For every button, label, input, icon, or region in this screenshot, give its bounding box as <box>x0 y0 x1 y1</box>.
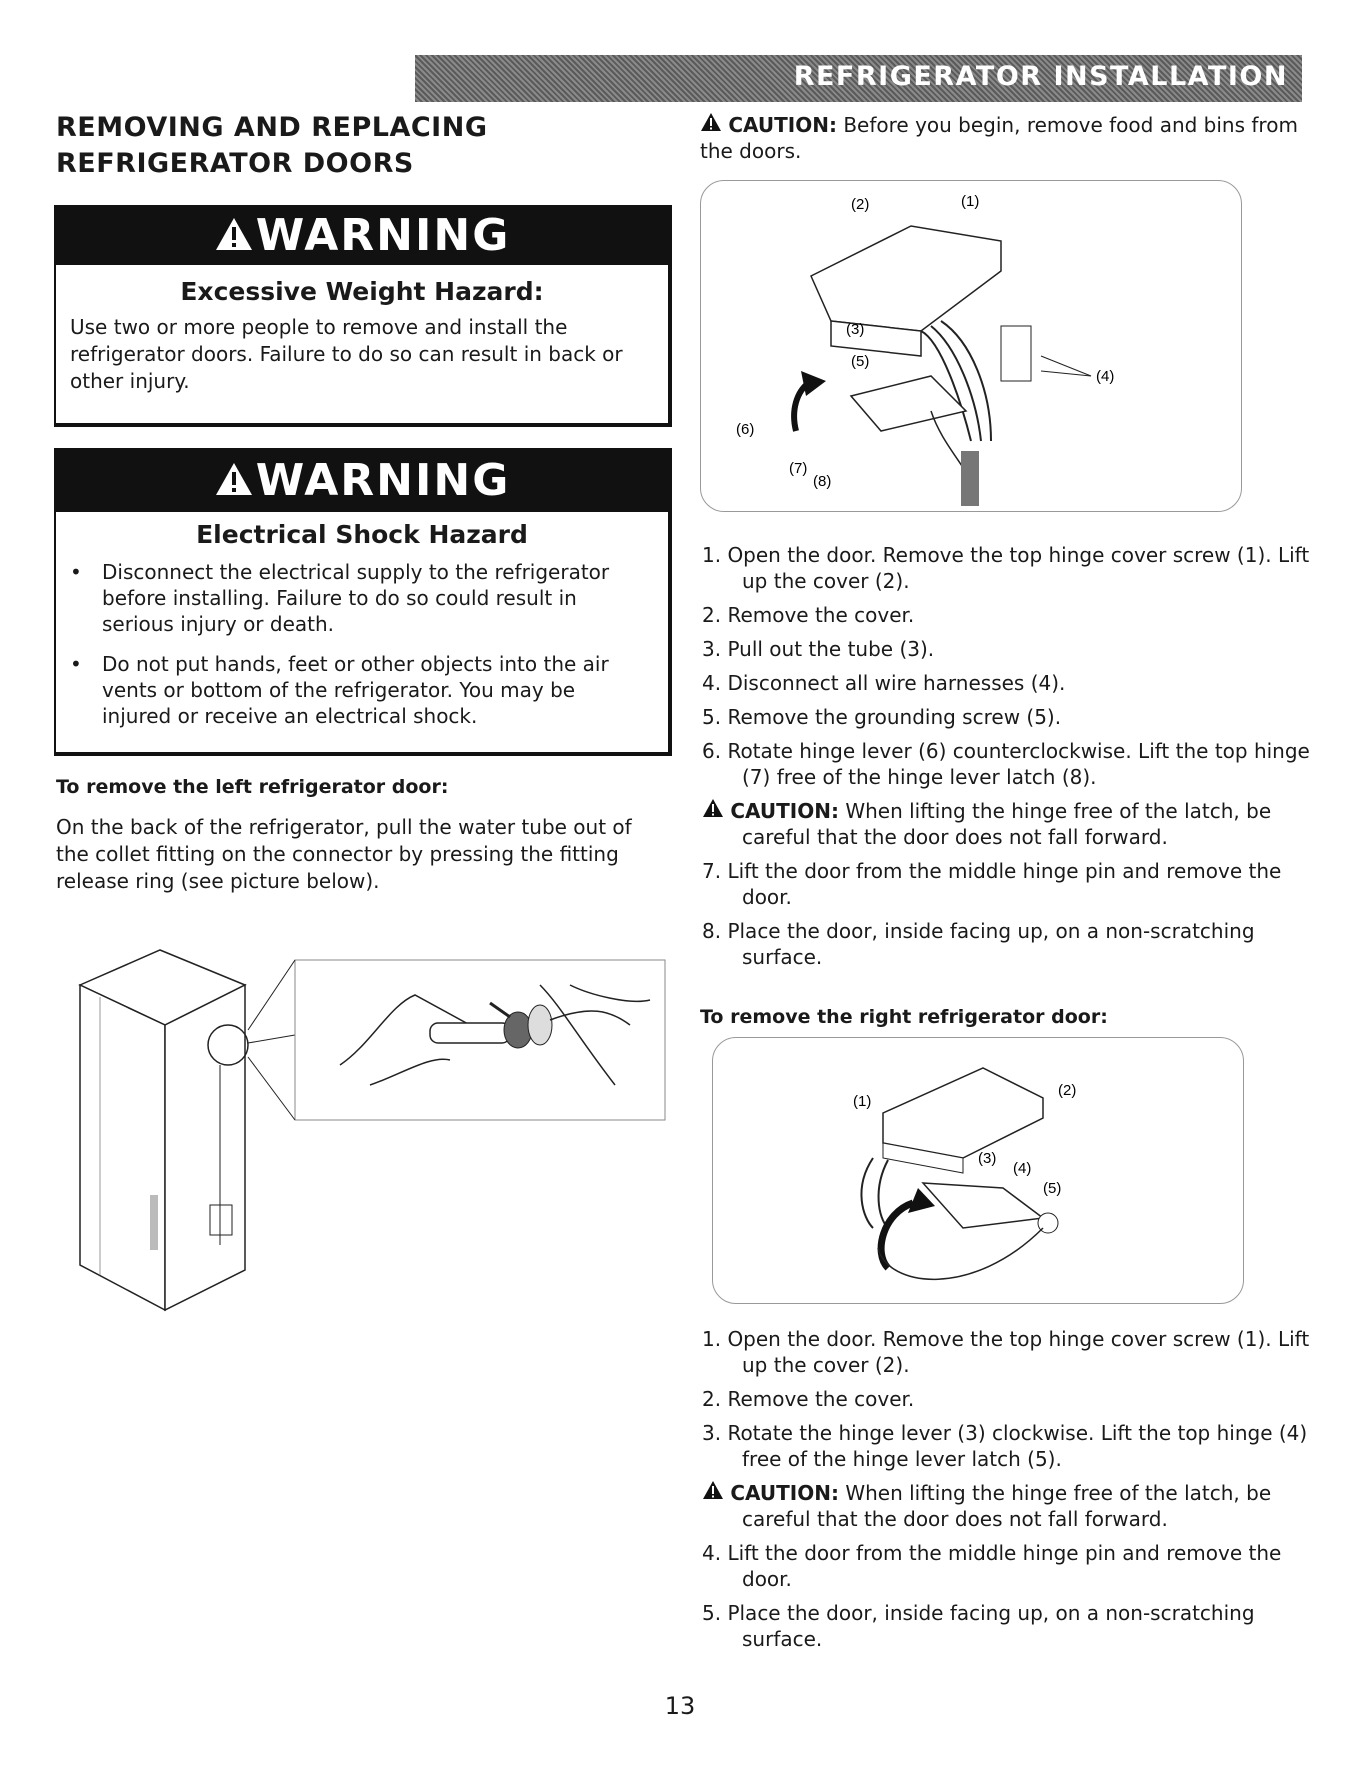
right-door-heading: To remove the right refrigerator door: <box>700 1006 1108 1028</box>
warning-text: Use two or more people to remove and install the refrigerator doors. Failure to do so can result in back or other injury. <box>70 315 623 393</box>
warning-bullet: • Do not put hands, feet or other objects into the air vents or bottom of the refrigerator. You may be injured or receive an electrical shock. <box>70 651 650 729</box>
caution-label: CAUTION: <box>730 1481 839 1505</box>
step-item: 4. Lift the door from the middle hinge pin and remove the door. <box>702 1541 1282 1591</box>
left-door-steps <box>702 542 1312 978</box>
caution-label: CAUTION: <box>728 113 837 137</box>
page-title-line2: REFRIGERATOR DOORS <box>56 148 414 179</box>
figure-label: (5) <box>851 353 870 370</box>
step-item: 6. Rotate hinge lever (6) counterclockwise. Lift the top hinge (7) free of the hinge lever latch (8). <box>702 739 1310 789</box>
caution-mid <box>702 798 1312 850</box>
figure-label: (3) <box>978 1150 997 1167</box>
step-item: 8. Place the door, inside facing up, on a non-scratching surface. <box>702 919 1255 969</box>
step-item: 5. Place the door, inside facing up, on a non-scratching surface. <box>702 1601 1255 1651</box>
section-header-title: REFRIGERATOR INSTALLATION <box>793 61 1288 92</box>
figure-label: (6) <box>736 421 755 438</box>
page-title-line1: REMOVING AND REPLACING <box>56 112 488 143</box>
section-header-band <box>415 55 1302 102</box>
figure-label: (3) <box>846 321 865 338</box>
fridge-back-illustration <box>70 945 670 1315</box>
caution-triangle-icon <box>700 113 728 137</box>
left-door-heading: To remove the left refrigerator door: <box>56 776 449 798</box>
warning-bullet: • Disconnect the electrical supply to the refrigerator before installing. Failure to do so could result in serious injury or death. <box>70 559 650 637</box>
caution-triangle-icon <box>702 799 730 823</box>
figure-label: (4) <box>1013 1160 1032 1177</box>
warning-banner <box>56 450 668 512</box>
caution-text: Before you begin, remove food and bins from the doors. <box>700 113 1298 163</box>
warning-box-electrical <box>54 448 672 756</box>
figure-label: (2) <box>851 196 870 213</box>
step-item: 2. Remove the cover. <box>702 603 915 627</box>
left-hinge-figure <box>700 180 1242 512</box>
right-door-steps <box>702 1326 1312 1660</box>
warning-triangle-icon <box>214 452 254 514</box>
step-item: 5. Remove the grounding screw (5). <box>702 705 1062 729</box>
warning-banner <box>56 207 668 265</box>
page-number: 13 <box>664 1692 696 1720</box>
caution-intro <box>700 112 1310 164</box>
warning-label: WARNING <box>255 455 511 506</box>
warning-label: WARNING <box>255 210 511 261</box>
warning-triangle-icon <box>214 209 254 267</box>
figure-label: (1) <box>853 1093 872 1110</box>
figure-label: (1) <box>961 193 980 210</box>
page-title <box>56 110 616 182</box>
caution-triangle-icon <box>702 1481 730 1505</box>
hazard-title: Excessive Weight Hazard: <box>180 277 544 306</box>
caution-label: CAUTION: <box>730 799 839 823</box>
right-hinge-figure <box>712 1037 1244 1304</box>
step-item: 7. Lift the door from the middle hinge pin and remove the door. <box>702 859 1282 909</box>
figure-label: (8) <box>813 473 832 490</box>
figure-label: (4) <box>1096 368 1115 385</box>
caution-text: When lifting the hinge free of the latch, be careful that the door does not fall forward. <box>742 799 1272 849</box>
warning-bullet-list <box>56 559 668 729</box>
step-item: 2. Remove the cover. <box>702 1387 915 1411</box>
step-item: 1. Open the door. Remove the top hinge cover screw (1). Lift up the cover (2). <box>702 1327 1310 1377</box>
hazard-title: Electrical Shock Hazard <box>196 520 528 549</box>
step-item: 4. Disconnect all wire harnesses (4). <box>702 671 1066 695</box>
step-item: 1. Open the door. Remove the top hinge cover screw (1). Lift up the cover (2). <box>702 543 1310 593</box>
warning-box-weight <box>54 205 672 427</box>
step-item: 3. Pull out the tube (3). <box>702 637 935 661</box>
figure-label: (5) <box>1043 1180 1062 1197</box>
left-door-intro: On the back of the refrigerator, pull the water tube out of the collet fitting on the connector by pressing the fitting release ring (see picture below). <box>56 815 632 893</box>
figure-label: (2) <box>1058 1082 1077 1099</box>
step-item: 3. Rotate the hinge lever (3) clockwise. Lift the top hinge (4) free of the hinge lever latch (5). <box>702 1421 1308 1471</box>
caution-text: When lifting the hinge free of the latch, be careful that the door does not fall forward. <box>742 1481 1272 1531</box>
caution-right <box>702 1480 1312 1532</box>
figure-label: (7) <box>789 460 808 477</box>
